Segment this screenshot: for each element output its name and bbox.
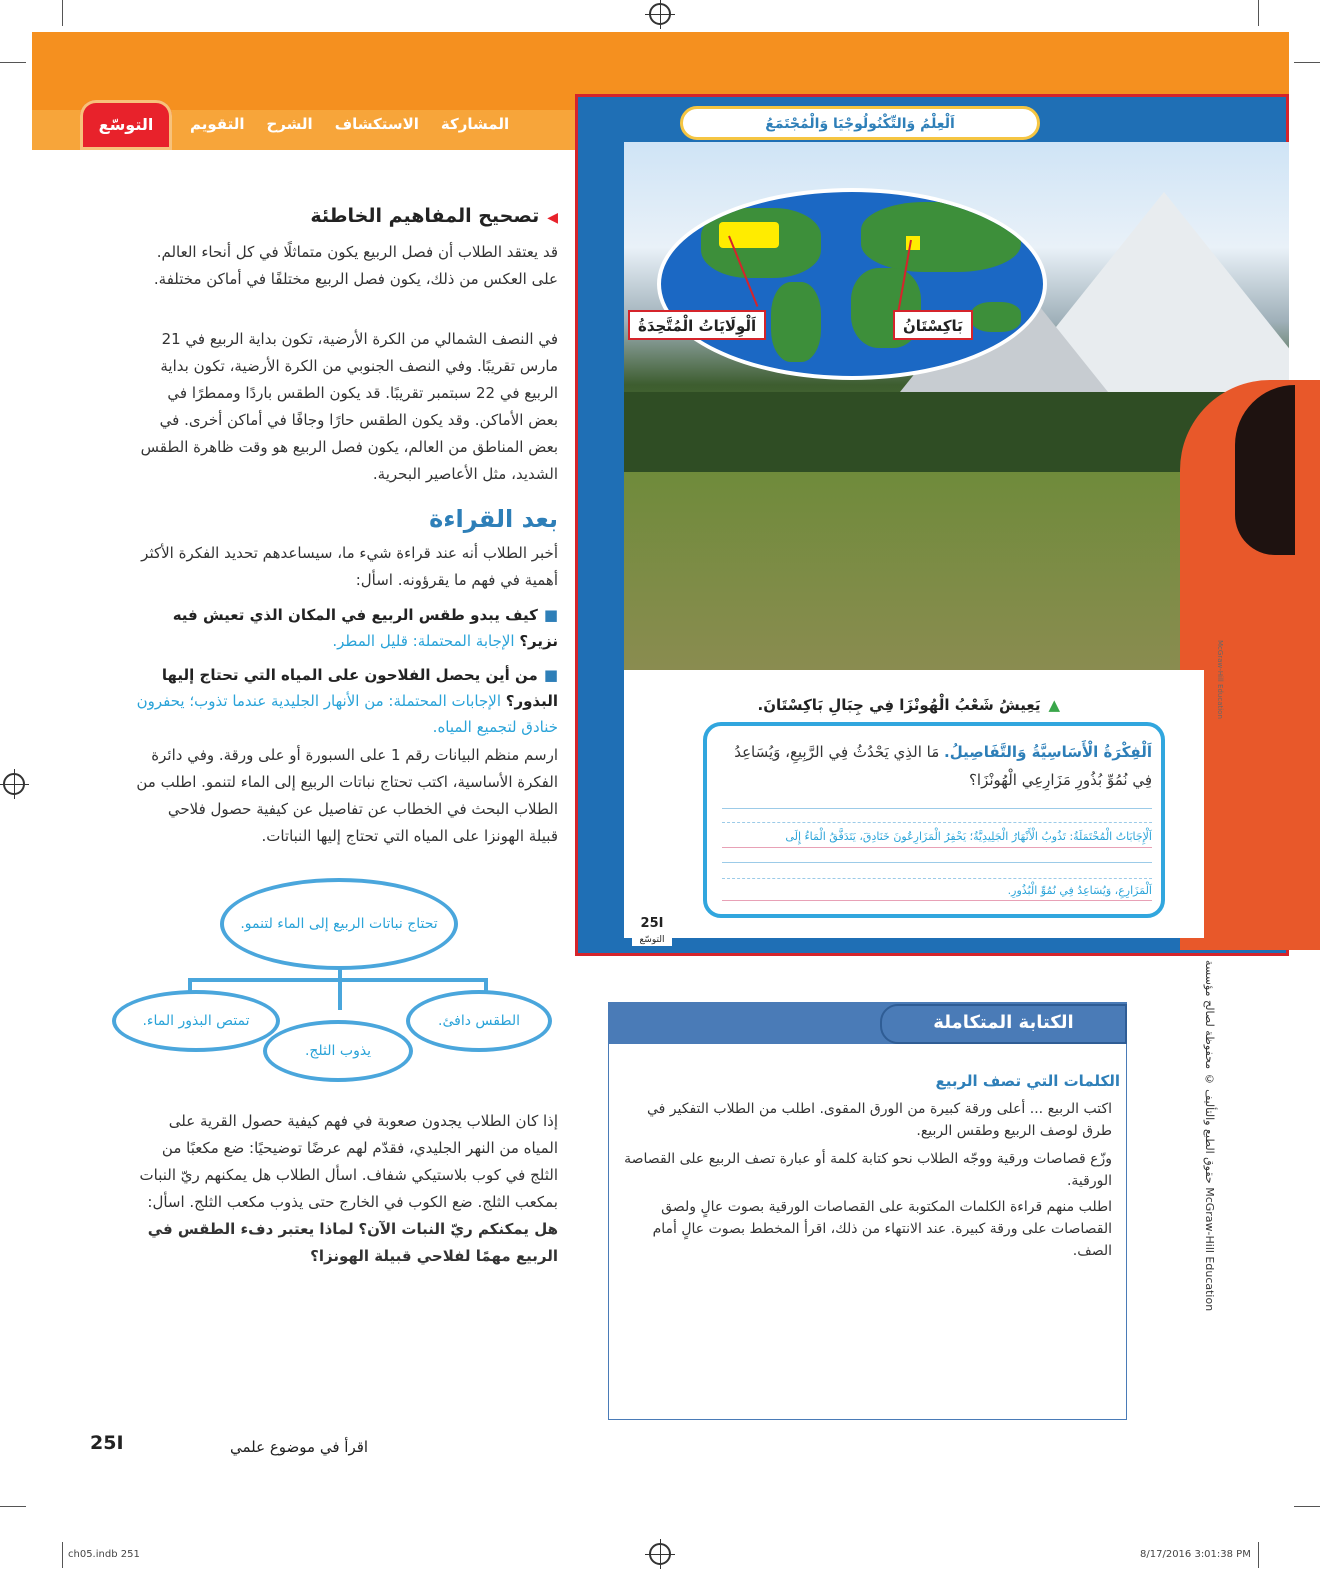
crop-line xyxy=(0,62,26,63)
student-page-number-text: 25I xyxy=(640,916,664,931)
struggling-para xyxy=(136,1108,558,1270)
answer-1-text: الإجابة المحتملة: قليل المطر. xyxy=(332,632,515,650)
bullet-square-icon: ■ xyxy=(543,666,558,684)
tab-evaluate[interactable]: التقويم xyxy=(190,115,245,133)
struggling-text: إذا كان الطلاب يجدون صعوبة في فهم كيفية حصول القرية على المياه من النهر الجليدي، فقدّم لهم عرضًا توضيحيًا: ضع مكعبًا من الثلج في كوب بلاستيكي شفاف. اسأل الطلاب هل يمكنهم ريّ النبات بمكعب الثلج. ضع الكوب في الخارج حتى يذوب مكعب الثلج. اسأل: xyxy=(139,1112,558,1211)
crop-line xyxy=(0,1506,26,1507)
registration-mark-bottom xyxy=(649,1543,671,1565)
date-slug: 8/17/2016 3:01:38 PM xyxy=(1140,1549,1251,1560)
struggling-question-1: هل يمكنكم ريّ النبات الآن؟ xyxy=(358,1220,558,1238)
detail-oval-snow: يذوب الثلج. xyxy=(263,1020,413,1082)
photo-caption-text: يَعِيشُ شَعْبُ الْهُونْزَا فِي جِبَالِ بَاكِسْتَانَ. xyxy=(757,696,1041,714)
answer-line xyxy=(722,900,1152,901)
question-2-text: من أين يحصل الفلاحون على المياه التي تحتاج إليها البذور؟ xyxy=(161,666,558,710)
misconceptions-heading-text: تصحيح المفاهيم الخاطئة xyxy=(310,205,540,227)
student-page-number xyxy=(632,916,672,946)
answer-line xyxy=(722,847,1152,848)
after-reading-intro: أخبر الطلاب أنه عند قراءة شيء ما، سيساعدهم تحديد الفكرة الأكثر أهمية في فهم ما يقرؤونه. اسأل: xyxy=(141,544,558,589)
footer-page-number: 25I xyxy=(90,1432,124,1454)
photo-credit: McGraw-Hill Education xyxy=(1216,640,1224,719)
triangle-up-icon: ▲ xyxy=(1048,696,1060,714)
question-2 xyxy=(136,662,558,740)
tab-explain[interactable]: الشرح xyxy=(266,115,313,133)
answer-line xyxy=(722,808,1152,809)
question-1-text: كيف يبدو طقس الربيع في المكان الذي تعيش فيه نزير؟ xyxy=(172,606,558,650)
photo-caption xyxy=(660,696,1060,714)
triangle-icon: ◀ xyxy=(547,210,558,226)
integrated-writing-title: الكتابة المتكاملة xyxy=(880,1004,1127,1044)
main-idea-title: اَلْفِكْرَةُ الْأَسَاسِيَّةُ وَالتَّفَاصِيلُ. xyxy=(944,743,1152,761)
integrated-writing-p2: وزّع قصاصات ورقية ووجّه الطلاب نحو كتابة كلمة أو عبارة تصف الربيع على القصاصة الورقية. xyxy=(624,1151,1112,1189)
answer-2-text: الإجابات المحتملة: من الأنهار الجليدية عندما تذوب؛ يحفرون خنادق لتجميع المياه. xyxy=(136,692,558,736)
file-slug: ch05.indb 251 xyxy=(68,1549,140,1560)
question-1 xyxy=(136,602,558,654)
footer-title: اقرأ في موضوع علمي xyxy=(230,1438,369,1456)
answer-dashline xyxy=(722,878,1152,879)
after-reading-para: ارسم منظم البيانات رقم 1 على السبورة أو على ورقة. وفي دائرة الفكرة الأساسية، اكتب تحتاج نباتات الربيع إلى الماء لتنمو. اطلب من الطلاب البحث في الخطاب عن تفاصيل عن كيفية حصول فلاحي قبيلة الهونزا على المياه التي تحتاج إليها النباتات. xyxy=(136,746,558,845)
registration-mark-left xyxy=(3,773,25,795)
usa-label: اَلْوِلَايَاتُ الْمُتَّحِدَةُ xyxy=(628,310,766,340)
answer-text-line-2: اَلْمَزَارِعِ، وَيُسَاعِدُ فِي نُمُوِّ الْبُذُورِ. xyxy=(1007,884,1152,897)
after-reading-heading: بعد القراءة xyxy=(429,505,558,533)
crop-line xyxy=(62,0,63,26)
answer-text-line-1: اَلْإِجَابَاتُ الْمُحْتَمَلَةُ: تَذُوبُ الْأَنْهَارُ الْجَلِيدِيَّةُ؛ يَحْفِرُ الْمَزَارِعُونَ خَنَادِقَ، يَتَدَفَّقُ الْمَاءُ إِلَى xyxy=(785,830,1152,843)
south-america xyxy=(771,282,821,362)
detail-oval-seeds: تمتص البذور الماء. xyxy=(112,990,280,1052)
map-connector xyxy=(338,978,342,1008)
copyright-note: حقوق الطبع والتأليف © محفوظة لصالح مؤسسة McGraw-Hill Education xyxy=(1203,960,1216,1312)
student-page-label: التوسّع xyxy=(639,935,665,945)
crop-line xyxy=(1294,62,1320,63)
main-idea-oval: تحتاج نباتات الربيع إلى الماء لتنمو. xyxy=(220,878,458,970)
lesson-tabs xyxy=(190,115,509,133)
tab-extend-active[interactable]: التوسّع xyxy=(80,100,172,150)
tab-engage[interactable]: المشاركة xyxy=(440,115,510,133)
world-map xyxy=(657,188,1047,380)
answer-line xyxy=(722,862,1152,863)
integrated-writing-p1: اكتب الربيع ... أعلى ورقة كبيرة من الورق المقوى. اطلب من الطلاب التفكير في طرق لوصف الربيع وطقس الربيع. xyxy=(646,1101,1112,1139)
detail-oval-weather: الطقس دافئ. xyxy=(406,990,552,1052)
crop-line xyxy=(62,1542,63,1568)
answer-dashline xyxy=(722,822,1152,823)
registration-mark-top xyxy=(649,3,671,25)
main-idea-question xyxy=(720,738,1152,794)
main-idea-question-text: مَا الذِي يَحْدُثُ فِي الرَّبِيعِ، وَيُسَاعِدُ فِي نُمُوِّ بُذُورِ مَزَارِعِي الْهُونْزَا؟ xyxy=(734,743,1152,789)
misconceptions-para2: في النصف الشمالي من الكرة الأرضية، تكون بداية الربيع في 21 مارس تقريبًا. وفي النصف الجنوبي من الكرة الأرضية، تكون بداية الربيع في 22 سبتمبر تقريبًا. قد يكون الطقس باردًا وممطرًا في بعض الأماكن. وقد يكون الطقس حارًا وجافًا في أماكن أخرى. في بعض المناطق من العالم، يكون فصل الربيع هو وقت ظاهرة الطقس الشديد، مثل الأعاصير البحرية. xyxy=(140,330,558,483)
pakistan-label: بَاكِسْتَانُ xyxy=(893,310,973,340)
integrated-writing-subtitle: الكلمات التي تصف الربيع xyxy=(935,1072,1120,1090)
tab-explore[interactable]: الاستكشاف xyxy=(334,115,419,133)
eurasia xyxy=(861,202,1021,272)
integrated-writing-p3: اطلب منهم قراءة الكلمات المكتوبة على القصاصات الورقية بصوت عالٍ ولصق القصاصات على ورقة كبيرة. عند الانتهاء من ذلك، اقرأ المخطط بصوت عالٍ أمام الصف. xyxy=(652,1199,1112,1259)
crop-line xyxy=(1258,0,1259,26)
crop-line xyxy=(1294,1506,1320,1507)
misconceptions-heading xyxy=(38,205,558,227)
bullet-square-icon: ■ xyxy=(543,606,558,624)
australia xyxy=(971,302,1021,332)
crop-line xyxy=(1258,1542,1259,1568)
usa-highlight xyxy=(719,222,779,248)
misconceptions-para1: قد يعتقد الطلاب أن فصل الربيع يكون متماثلًا في كل أنحاء العالم. على العكس من ذلك، يكون فصل الربيع مختلفًا في أماكن مختلفة. xyxy=(153,243,558,288)
struggling-question-2: لماذا يعتبر دفء الطقس في الربيع مهمًا لفلاحي قبيلة الهونزا؟ xyxy=(147,1220,558,1265)
panel-header: اَلْعِلْمُ وَالتِّكْنُولُوجْيَا وَالْمُجْتَمَعُ xyxy=(680,106,1040,140)
